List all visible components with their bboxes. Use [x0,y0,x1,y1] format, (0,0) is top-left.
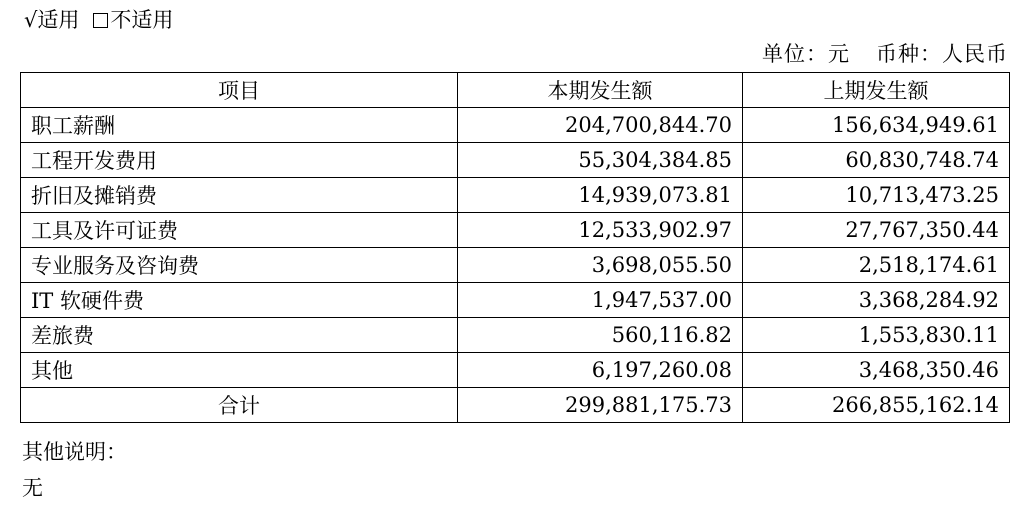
row-current: 204,700,844.70 [458,108,743,143]
table-header-row [21,73,1010,108]
row-item: 专业服务及咨询费 [21,248,458,283]
row-previous: 156,634,949.61 [743,108,1010,143]
row-previous: 10,713,473.25 [743,178,1010,213]
row-current: 3,698,055.50 [458,248,743,283]
table-row [21,213,1010,248]
header-item: 项目 [21,73,458,108]
row-previous: 60,830,748.74 [743,143,1010,178]
table-row [21,283,1010,318]
header-previous-period: 上期发生额 [743,73,1010,108]
total-previous: 266,855,162.14 [743,388,1010,423]
row-item: IT 软硬件费 [21,283,458,318]
row-previous: 27,767,350.44 [743,213,1010,248]
table-row [21,108,1010,143]
table-row [21,248,1010,283]
other-notes-title: 其他说明： [22,440,127,464]
row-item: 折旧及摊销费 [21,178,458,213]
table-row [21,143,1010,178]
applicable-checked-option: √适用 [24,8,80,32]
row-item: 工具及许可证费 [21,213,458,248]
rd-expense-table [20,72,1010,423]
other-notes-body: 无 [22,476,43,500]
table-row [21,178,1010,213]
table-total-row [21,388,1010,423]
currency-label: 币种：人民币 [876,42,1008,66]
table-row [21,353,1010,388]
applicability-options [24,6,173,34]
row-current: 1,947,537.00 [458,283,743,318]
unit-label: 单位：元 [762,42,850,66]
not-applicable-option: 不适用 [110,8,174,32]
row-current: 560,116.82 [458,318,743,353]
total-current: 299,881,175.73 [458,388,743,423]
row-current: 12,533,902.97 [458,213,743,248]
row-previous: 3,468,350.46 [743,353,1010,388]
row-item: 差旅费 [21,318,458,353]
unit-currency-line [762,40,1008,68]
row-item: 职工薪酬 [21,108,458,143]
row-previous: 1,553,830.11 [743,318,1010,353]
unchecked-box-icon [93,13,108,28]
row-current: 6,197,260.08 [458,353,743,388]
row-current: 14,939,073.81 [458,178,743,213]
table-row [21,318,1010,353]
row-current: 55,304,384.85 [458,143,743,178]
row-item: 其他 [21,353,458,388]
row-previous: 2,518,174.61 [743,248,1010,283]
row-previous: 3,368,284.92 [743,283,1010,318]
total-label: 合计 [21,388,458,423]
header-current-period: 本期发生额 [458,73,743,108]
row-item: 工程开发费用 [21,143,458,178]
